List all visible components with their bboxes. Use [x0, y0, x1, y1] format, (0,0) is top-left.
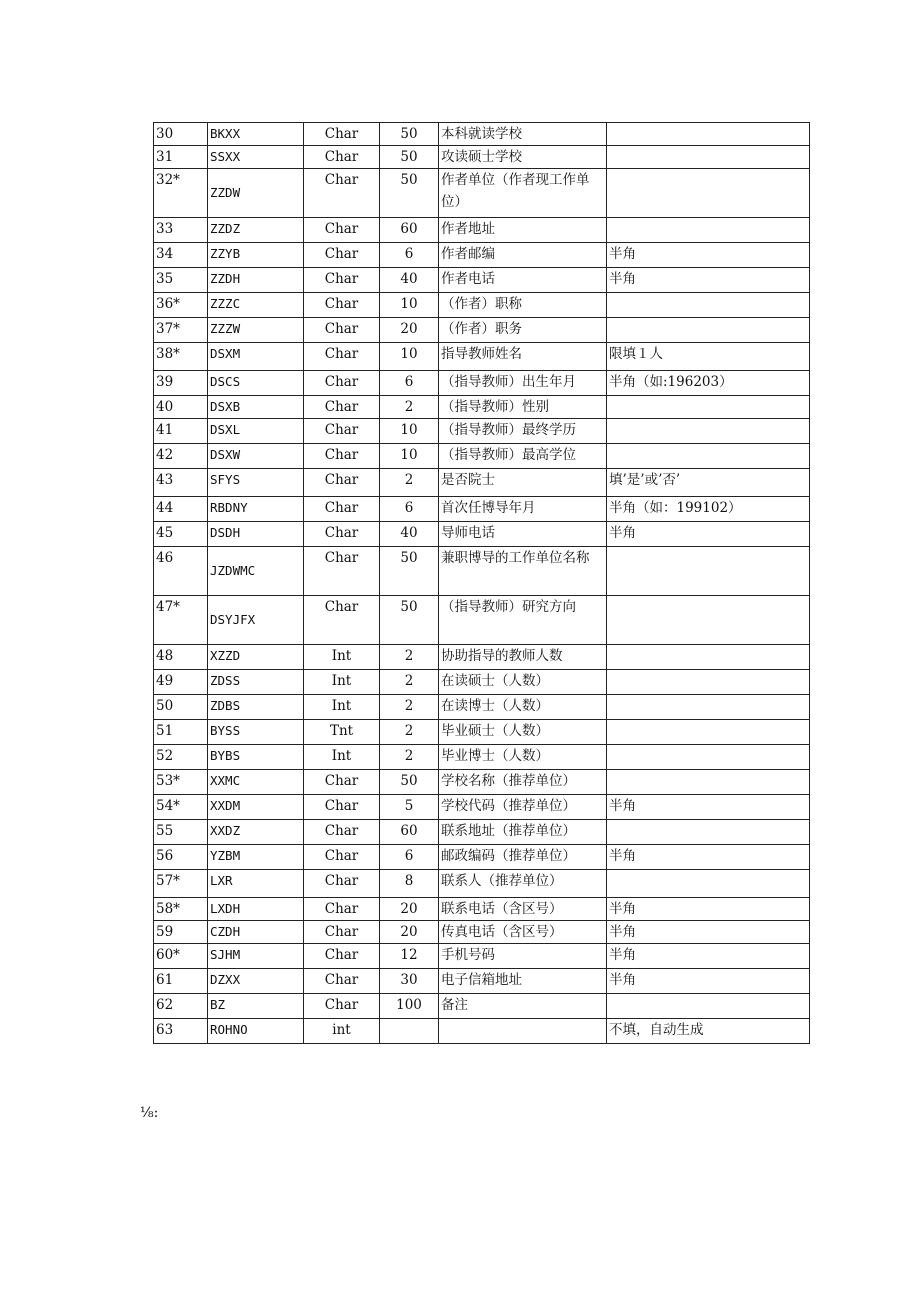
table-row: [154, 293, 810, 318]
field-length: 6: [380, 371, 439, 396]
table-row: [154, 944, 810, 969]
table-row: [154, 1019, 810, 1044]
field-type: Char: [304, 770, 380, 795]
table-row: [154, 469, 810, 497]
field-code: ZDBS: [208, 695, 304, 720]
field-note: 半角: [607, 898, 810, 921]
field-type: Tnt: [304, 720, 380, 745]
field-length: 2: [380, 469, 439, 497]
field-type: Char: [304, 419, 380, 444]
field-description: （指导教师）最高学位: [439, 444, 607, 469]
field-note: 限填１人: [607, 343, 810, 371]
field-length: 60: [380, 218, 439, 243]
table-row: [154, 745, 810, 770]
field-definition-table: [153, 122, 810, 1044]
table-row: [154, 123, 810, 146]
table-row: [154, 497, 810, 522]
table-row: [154, 396, 810, 419]
field-description: 作者单位（作者现工作单位）: [439, 169, 607, 218]
field-code: ZDSS: [208, 670, 304, 695]
table-row: [154, 218, 810, 243]
field-type: Char: [304, 293, 380, 318]
field-description: 是否院士: [439, 469, 607, 497]
field-note: 半角: [607, 243, 810, 268]
field-description: 学校代码（推荐单位）: [439, 795, 607, 820]
field-code: BYBS: [208, 745, 304, 770]
row-number: 30: [154, 123, 208, 146]
field-type: Char: [304, 898, 380, 921]
field-type: Int: [304, 645, 380, 670]
field-length: 60: [380, 820, 439, 845]
field-description: 毕业硕士（人数）: [439, 720, 607, 745]
field-type: Char: [304, 123, 380, 146]
field-note: [607, 596, 810, 645]
field-description: 联系地址（推荐单位）: [439, 820, 607, 845]
table-row: [154, 695, 810, 720]
field-description: 作者电话: [439, 268, 607, 293]
row-number: 39: [154, 371, 208, 396]
field-description: （指导教师）出生年月: [439, 371, 607, 396]
table-body: [154, 123, 810, 1044]
field-length: 6: [380, 243, 439, 268]
field-length: 12: [380, 944, 439, 969]
field-code: LXDH: [208, 898, 304, 921]
field-note: [607, 547, 810, 596]
table-row: [154, 318, 810, 343]
field-code: DSYJFX: [208, 596, 304, 645]
table-row: [154, 371, 810, 396]
field-code: ZZDW: [208, 169, 304, 218]
field-description: 攻读硕士学校: [439, 146, 607, 169]
table-row: [154, 522, 810, 547]
field-type: Char: [304, 994, 380, 1019]
field-length: [380, 1019, 439, 1044]
field-length: 2: [380, 645, 439, 670]
row-number: 33: [154, 218, 208, 243]
field-note: 半角（如:196203）: [607, 371, 810, 396]
field-length: 10: [380, 343, 439, 371]
field-description: （指导教师）研究方向: [439, 596, 607, 645]
field-description: 作者地址: [439, 218, 607, 243]
field-code: LXR: [208, 870, 304, 898]
field-note: [607, 419, 810, 444]
field-length: 50: [380, 169, 439, 218]
field-code: BZ: [208, 994, 304, 1019]
field-note: [607, 218, 810, 243]
row-number: 47*: [154, 596, 208, 645]
row-number: 41: [154, 419, 208, 444]
row-number: 37*: [154, 318, 208, 343]
field-note: [607, 770, 810, 795]
row-number: 62: [154, 994, 208, 1019]
row-number: 35: [154, 268, 208, 293]
field-code: BYSS: [208, 720, 304, 745]
field-code: ROHNO: [208, 1019, 304, 1044]
field-length: 2: [380, 396, 439, 419]
table-row: [154, 670, 810, 695]
row-number: 34: [154, 243, 208, 268]
field-note: 半角: [607, 268, 810, 293]
field-type: Int: [304, 670, 380, 695]
field-length: 30: [380, 969, 439, 994]
field-type: Char: [304, 343, 380, 371]
field-description: （作者）职称: [439, 293, 607, 318]
row-number: 63: [154, 1019, 208, 1044]
field-note: [607, 444, 810, 469]
field-code: SSXX: [208, 146, 304, 169]
field-note: 半角: [607, 845, 810, 870]
field-type: int: [304, 1019, 380, 1044]
field-length: 8: [380, 870, 439, 898]
field-length: 20: [380, 898, 439, 921]
row-number: 45: [154, 522, 208, 547]
field-code: XXDZ: [208, 820, 304, 845]
row-number: 53*: [154, 770, 208, 795]
field-description: 兼职博导的工作单位名称: [439, 547, 607, 596]
row-number: 40: [154, 396, 208, 419]
field-note: 半角: [607, 522, 810, 547]
field-description: 邮政编码（推荐单位）: [439, 845, 607, 870]
field-type: Char: [304, 371, 380, 396]
field-type: Char: [304, 146, 380, 169]
field-length: 5: [380, 795, 439, 820]
table-row: [154, 645, 810, 670]
field-type: Int: [304, 695, 380, 720]
field-length: 40: [380, 268, 439, 293]
field-type: Char: [304, 469, 380, 497]
field-description: 电子信箱地址: [439, 969, 607, 994]
table-row: [154, 720, 810, 745]
field-description: 指导教师姓名: [439, 343, 607, 371]
field-description: 毕业博士（人数）: [439, 745, 607, 770]
field-code: DZXX: [208, 969, 304, 994]
field-code: JZDWMC: [208, 547, 304, 596]
field-description: （作者）职务: [439, 318, 607, 343]
field-code: ZZDH: [208, 268, 304, 293]
field-code: DSXW: [208, 444, 304, 469]
row-number: 48: [154, 645, 208, 670]
field-note: [607, 745, 810, 770]
field-code: ZZYB: [208, 243, 304, 268]
field-note: [607, 994, 810, 1019]
table-row: [154, 169, 810, 218]
field-type: Char: [304, 596, 380, 645]
table-row: [154, 898, 810, 921]
row-number: 38*: [154, 343, 208, 371]
field-type: Char: [304, 820, 380, 845]
table-row: [154, 419, 810, 444]
row-number: 50: [154, 695, 208, 720]
row-number: 32*: [154, 169, 208, 218]
row-number: 60*: [154, 944, 208, 969]
table-row: [154, 795, 810, 820]
field-note: [607, 318, 810, 343]
field-length: 2: [380, 695, 439, 720]
field-type: Char: [304, 795, 380, 820]
field-code: DSDH: [208, 522, 304, 547]
field-note: [607, 396, 810, 419]
field-length: 10: [380, 293, 439, 318]
table-row: [154, 820, 810, 845]
row-number: 52: [154, 745, 208, 770]
row-number: 44: [154, 497, 208, 522]
table-row: [154, 268, 810, 293]
field-type: Char: [304, 870, 380, 898]
field-description: 在读博士（人数）: [439, 695, 607, 720]
field-note: 半角: [607, 969, 810, 994]
field-code: DSXL: [208, 419, 304, 444]
field-note: 半角（如：199102）: [607, 497, 810, 522]
field-description: 学校名称（推荐单位）: [439, 770, 607, 795]
field-length: 6: [380, 845, 439, 870]
field-code: ZZZW: [208, 318, 304, 343]
field-length: 20: [380, 318, 439, 343]
field-length: 10: [380, 419, 439, 444]
field-code: ZZZC: [208, 293, 304, 318]
field-code: XZZD: [208, 645, 304, 670]
field-type: Char: [304, 243, 380, 268]
field-note: [607, 670, 810, 695]
table-row: [154, 343, 810, 371]
field-code: YZBM: [208, 845, 304, 870]
field-note: [607, 820, 810, 845]
field-code: SJHM: [208, 944, 304, 969]
field-type: Char: [304, 845, 380, 870]
field-code: RBDNY: [208, 497, 304, 522]
field-type: Char: [304, 921, 380, 944]
row-number: 42: [154, 444, 208, 469]
field-note: 半角: [607, 795, 810, 820]
field-type: Char: [304, 444, 380, 469]
field-type: Char: [304, 944, 380, 969]
table-row: [154, 596, 810, 645]
table-row: [154, 845, 810, 870]
field-code: BKXX: [208, 123, 304, 146]
row-number: 56: [154, 845, 208, 870]
row-number: 54*: [154, 795, 208, 820]
field-length: 2: [380, 720, 439, 745]
field-note: [607, 695, 810, 720]
row-number: 59: [154, 921, 208, 944]
field-note: 不填，自动生成: [607, 1019, 810, 1044]
table-row: [154, 994, 810, 1019]
row-number: 55: [154, 820, 208, 845]
field-description: [439, 1019, 607, 1044]
field-length: 2: [380, 745, 439, 770]
table-row: [154, 770, 810, 795]
field-note: [607, 645, 810, 670]
row-number: 46: [154, 547, 208, 596]
field-code: DSXM: [208, 343, 304, 371]
field-description: 在读硕士（人数）: [439, 670, 607, 695]
field-code: ZZDZ: [208, 218, 304, 243]
field-description: 手机号码: [439, 944, 607, 969]
field-description: 首次任博导年月: [439, 497, 607, 522]
field-type: Char: [304, 522, 380, 547]
field-note: 填’是’或’否’: [607, 469, 810, 497]
footnote: ⅛:: [140, 1105, 159, 1121]
field-note: [607, 146, 810, 169]
field-length: 50: [380, 547, 439, 596]
field-type: Char: [304, 268, 380, 293]
field-code: SFYS: [208, 469, 304, 497]
field-description: 联系电话（含区号）: [439, 898, 607, 921]
row-number: 61: [154, 969, 208, 994]
row-number: 49: [154, 670, 208, 695]
field-code: DSXB: [208, 396, 304, 419]
table-row: [154, 444, 810, 469]
field-length: 2: [380, 670, 439, 695]
table-row: [154, 146, 810, 169]
field-length: 50: [380, 146, 439, 169]
field-type: Char: [304, 969, 380, 994]
field-length: 100: [380, 994, 439, 1019]
field-code: CZDH: [208, 921, 304, 944]
field-note: [607, 169, 810, 218]
table-row: [154, 921, 810, 944]
field-length: 50: [380, 596, 439, 645]
field-note: 半角: [607, 921, 810, 944]
field-code: XXMC: [208, 770, 304, 795]
field-note: 半角: [607, 944, 810, 969]
field-note: [607, 123, 810, 146]
table-row: [154, 547, 810, 596]
field-description: （指导教师）最终学历: [439, 419, 607, 444]
row-number: 31: [154, 146, 208, 169]
field-description: 联系人（推荐单位）: [439, 870, 607, 898]
table-row: [154, 969, 810, 994]
field-length: 50: [380, 770, 439, 795]
field-type: Char: [304, 169, 380, 218]
row-number: 51: [154, 720, 208, 745]
field-type: Char: [304, 547, 380, 596]
field-description: 导师电话: [439, 522, 607, 547]
field-code: DSCS: [208, 371, 304, 396]
field-type: Int: [304, 745, 380, 770]
field-type: Char: [304, 497, 380, 522]
field-description: 协助指导的教师人数: [439, 645, 607, 670]
table-row: [154, 870, 810, 898]
field-note: [607, 720, 810, 745]
row-number: 36*: [154, 293, 208, 318]
field-type: Char: [304, 396, 380, 419]
field-length: 40: [380, 522, 439, 547]
field-description: 作者邮编: [439, 243, 607, 268]
row-number: 43: [154, 469, 208, 497]
field-description: 备注: [439, 994, 607, 1019]
row-number: 58*: [154, 898, 208, 921]
field-type: Char: [304, 318, 380, 343]
field-length: 6: [380, 497, 439, 522]
field-code: XXDM: [208, 795, 304, 820]
table-row: [154, 243, 810, 268]
field-note: [607, 870, 810, 898]
field-length: 10: [380, 444, 439, 469]
field-description: 本科就读学校: [439, 123, 607, 146]
field-description: （指导教师）性别: [439, 396, 607, 419]
field-note: [607, 293, 810, 318]
row-number: 57*: [154, 870, 208, 898]
field-description: 传真电话（含区号）: [439, 921, 607, 944]
field-length: 20: [380, 921, 439, 944]
field-length: 50: [380, 123, 439, 146]
field-type: Char: [304, 218, 380, 243]
